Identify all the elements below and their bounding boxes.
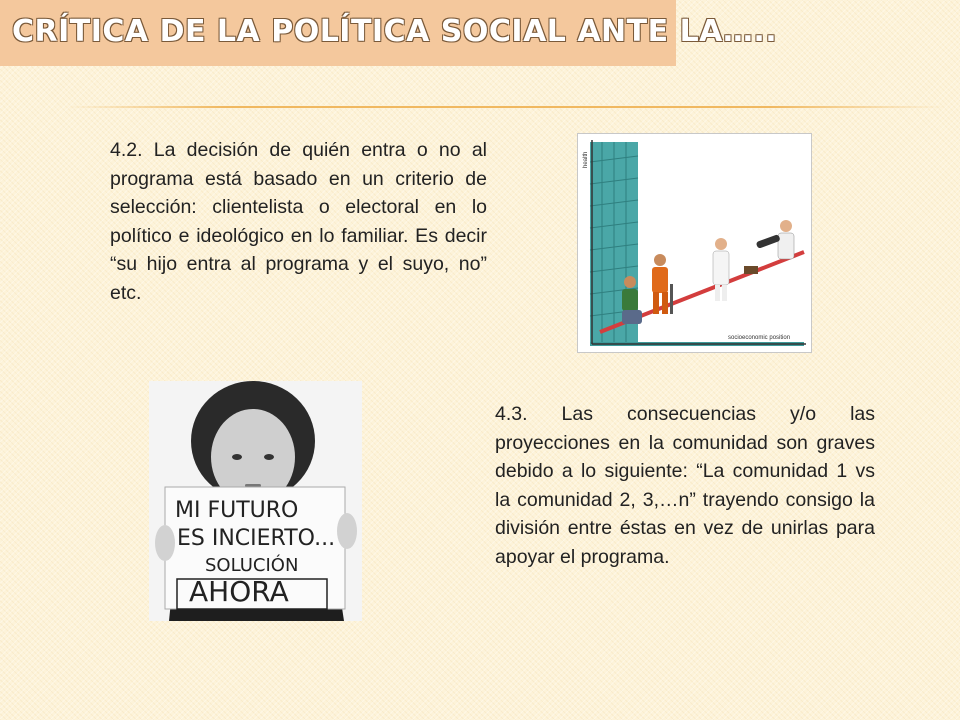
sign-line-1: MI FUTURO bbox=[175, 498, 299, 523]
sign-line-4: AHORA bbox=[189, 575, 289, 608]
kneeling-worker-figure bbox=[622, 276, 642, 324]
slide-title: CRÍTICA DE LA POLÍTICA SOCIAL ANTE LA….. bbox=[12, 14, 778, 49]
nurse-figure bbox=[713, 238, 729, 301]
right-hand bbox=[337, 513, 357, 549]
y-axis-label: health bbox=[583, 151, 589, 168]
x-axis-label: socioeconomic position bbox=[728, 335, 791, 341]
child-with-sign-photo bbox=[149, 381, 362, 621]
title-divider bbox=[66, 106, 946, 108]
left-hand bbox=[155, 525, 175, 561]
sign-line-2: ES INCIERTO... bbox=[177, 526, 336, 551]
sign-line-3: SOLUCIÓN bbox=[205, 555, 299, 576]
health-illustration-svg bbox=[578, 134, 811, 352]
paragraph-4-3: 4.3. Las consecuencias y/o las proyecciones en la comunidad son graves debido a lo siguiente: “La comunidad 1 vs la comunidad 2, 3,…n” trayendo consigo la división entre éstas en vez de unirlas para apoyar el programa. bbox=[495, 403, 875, 568]
paragraph-4-2: 4.2. La decisión de quién entra o no al programa está basado en un criterio de selección: clientelista o electoral en lo político e ideológico en lo familiar. Es decir “su hijo entra al programa y el suyo, no” etc. bbox=[110, 139, 487, 304]
child-photo-svg bbox=[149, 381, 362, 621]
title-bar bbox=[0, 0, 778, 66]
health-gradient-illustration bbox=[577, 133, 812, 353]
